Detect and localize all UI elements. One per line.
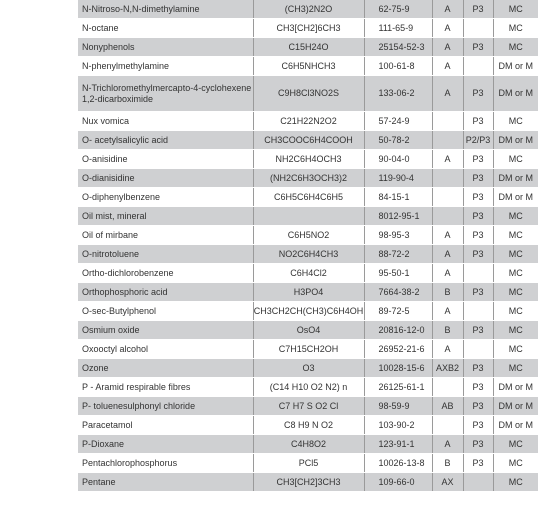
table-row xyxy=(78,112,538,131)
mask-type-cell: DM or M xyxy=(493,57,538,76)
cas-number-cell: 103-90-2 xyxy=(364,416,432,435)
mask-type-cell: DM or M xyxy=(493,169,538,188)
particle-filter-cell: P3 xyxy=(463,245,493,264)
cas-number-cell: 133-06-2 xyxy=(364,76,432,112)
substance-name-cell: N-Nitroso-N,N-dimethylamine xyxy=(78,0,253,19)
mask-type-cell: MC xyxy=(493,454,538,473)
cas-number-cell: 26125-61-1 xyxy=(364,378,432,397)
gas-filter-cell: A xyxy=(432,57,463,76)
gas-filter-cell: AB xyxy=(432,397,463,416)
substance-name-cell: P- toluenesulphonyl chloride xyxy=(78,397,253,416)
cas-number-cell: 109-66-0 xyxy=(364,473,432,492)
substance-name-cell: Pentane xyxy=(78,473,253,492)
cas-number-cell: 98-59-9 xyxy=(364,397,432,416)
table-row xyxy=(78,19,538,38)
mask-type-cell: DM or M xyxy=(493,397,538,416)
cas-number-cell: 90-04-0 xyxy=(364,150,432,169)
gas-filter-cell xyxy=(432,188,463,207)
gas-filter-cell: B xyxy=(432,454,463,473)
substance-name-cell: O-sec-Butylphenol xyxy=(78,302,253,321)
gas-filter-cell: A xyxy=(432,302,463,321)
table-row xyxy=(78,150,538,169)
gas-filter-cell: A xyxy=(432,226,463,245)
particle-filter-cell: P3 xyxy=(463,169,493,188)
particle-filter-cell: P3 xyxy=(463,416,493,435)
table-row xyxy=(78,76,538,112)
substance-name-cell: N-phenylmethylamine xyxy=(78,57,253,76)
gas-filter-cell: A xyxy=(432,264,463,283)
particle-filter-cell: P3 xyxy=(463,207,493,226)
mask-type-cell: MC xyxy=(493,340,538,359)
mask-type-cell: MC xyxy=(493,283,538,302)
formula-cell: CH3CH2CH(CH3)C6H4OH xyxy=(253,302,364,321)
particle-filter-cell: P3 xyxy=(463,76,493,112)
mask-type-cell: DM or M xyxy=(493,188,538,207)
cas-number-cell: 88-72-2 xyxy=(364,245,432,264)
cas-number-cell: 100-61-8 xyxy=(364,57,432,76)
table-body xyxy=(78,0,538,492)
mask-type-cell: MC xyxy=(493,38,538,57)
gas-filter-cell: AXB2 xyxy=(432,359,463,378)
cas-number-cell: 89-72-5 xyxy=(364,302,432,321)
substance-name-cell: Ozone xyxy=(78,359,253,378)
mask-type-cell: MC xyxy=(493,435,538,454)
formula-cell: H3PO4 xyxy=(253,283,364,302)
table-row xyxy=(78,188,538,207)
formula-cell: (C14 H10 O2 N2) n xyxy=(253,378,364,397)
formula-cell: C6H4Cl2 xyxy=(253,264,364,283)
substance-name-cell: Oxooctyl alcohol xyxy=(78,340,253,359)
substance-name-cell: O-dianisidine xyxy=(78,169,253,188)
particle-filter-cell: P3 xyxy=(463,397,493,416)
substance-name-cell: Pentachlorophosphorus xyxy=(78,454,253,473)
gas-filter-cell: A xyxy=(432,38,463,57)
formula-cell: NO2C6H4CH3 xyxy=(253,245,364,264)
particle-filter-cell: P3 xyxy=(463,435,493,454)
formula-cell: C9H8Cl3NO2S xyxy=(253,76,364,112)
mask-type-cell: DM or M xyxy=(493,416,538,435)
formula-cell: O3 xyxy=(253,359,364,378)
formula-cell: C15H24O xyxy=(253,38,364,57)
table-row xyxy=(78,473,538,492)
formula-cell: CH3COOC6H4COOH xyxy=(253,131,364,150)
particle-filter-cell xyxy=(463,473,493,492)
table-row xyxy=(78,302,538,321)
table-row xyxy=(78,226,538,245)
chemical-table xyxy=(78,0,538,492)
gas-filter-cell: A xyxy=(432,340,463,359)
formula-cell: CH3[CH2]3CH3 xyxy=(253,473,364,492)
particle-filter-cell: P3 xyxy=(463,321,493,340)
formula-cell: PCl5 xyxy=(253,454,364,473)
substance-name-cell: Nonyphenols xyxy=(78,38,253,57)
table-row xyxy=(78,378,538,397)
formula-cell: C6H5NHCH3 xyxy=(253,57,364,76)
mask-type-cell: DM or M xyxy=(493,378,538,397)
gas-filter-cell: B xyxy=(432,283,463,302)
table-row xyxy=(78,38,538,57)
table-row xyxy=(78,245,538,264)
table-row xyxy=(78,359,538,378)
particle-filter-cell xyxy=(463,340,493,359)
table-row xyxy=(78,416,538,435)
mask-type-cell: MC xyxy=(493,302,538,321)
gas-filter-cell: A xyxy=(432,435,463,454)
particle-filter-cell: P3 xyxy=(463,359,493,378)
substance-name-cell: Orthophosphoric acid xyxy=(78,283,253,302)
particle-filter-cell: P3 xyxy=(463,188,493,207)
mask-type-cell: MC xyxy=(493,150,538,169)
particle-filter-cell: P3 xyxy=(463,283,493,302)
mask-type-cell: DM or M xyxy=(493,131,538,150)
mask-type-cell: MC xyxy=(493,112,538,131)
cas-number-cell: 10028-15-6 xyxy=(364,359,432,378)
formula-cell: C7H15CH2OH xyxy=(253,340,364,359)
table-row xyxy=(78,169,538,188)
cas-number-cell: 95-50-1 xyxy=(364,264,432,283)
substance-name-cell: P-Dioxane xyxy=(78,435,253,454)
substance-name-cell: Osmium oxide xyxy=(78,321,253,340)
substance-name-cell: O-nitrotoluene xyxy=(78,245,253,264)
mask-type-cell: MC xyxy=(493,245,538,264)
table-row xyxy=(78,454,538,473)
formula-cell: (CH3)2N2O xyxy=(253,0,364,19)
substance-name-cell: N-octane xyxy=(78,19,253,38)
particle-filter-cell: P2/P3 xyxy=(463,131,493,150)
table-row xyxy=(78,397,538,416)
substance-name-cell: Nux vomica xyxy=(78,112,253,131)
substance-name-cell: O-anisidine xyxy=(78,150,253,169)
particle-filter-cell: P3 xyxy=(463,38,493,57)
cas-number-cell: 98-95-3 xyxy=(364,226,432,245)
table-row xyxy=(78,435,538,454)
substance-name-cell: Ortho-dichlorobenzene xyxy=(78,264,253,283)
formula-cell: C8 H9 N O2 xyxy=(253,416,364,435)
table-row xyxy=(78,321,538,340)
cas-number-cell: 8012-95-1 xyxy=(364,207,432,226)
gas-filter-cell xyxy=(432,378,463,397)
particle-filter-cell xyxy=(463,57,493,76)
table-row xyxy=(78,207,538,226)
substance-name-cell: O- acetylsalicylic acid xyxy=(78,131,253,150)
particle-filter-cell: P3 xyxy=(463,150,493,169)
gas-filter-cell xyxy=(432,207,463,226)
mask-type-cell: MC xyxy=(493,473,538,492)
formula-cell: CH3[CH2]6CH3 xyxy=(253,19,364,38)
cas-number-cell: 111-65-9 xyxy=(364,19,432,38)
gas-filter-cell: A xyxy=(432,150,463,169)
gas-filter-cell: A xyxy=(432,19,463,38)
particle-filter-cell xyxy=(463,264,493,283)
mask-type-cell: MC xyxy=(493,264,538,283)
substance-name-cell: Oil mist, mineral xyxy=(78,207,253,226)
mask-type-cell: DM or M xyxy=(493,76,538,112)
particle-filter-cell xyxy=(463,302,493,321)
cas-number-cell: 26952-21-6 xyxy=(364,340,432,359)
particle-filter-cell: P3 xyxy=(463,226,493,245)
table-row xyxy=(78,131,538,150)
particle-filter-cell: P3 xyxy=(463,454,493,473)
cas-number-cell: 84-15-1 xyxy=(364,188,432,207)
gas-filter-cell xyxy=(432,131,463,150)
formula-cell: C6H5NO2 xyxy=(253,226,364,245)
cas-number-cell: 25154-52-3 xyxy=(364,38,432,57)
gas-filter-cell: A xyxy=(432,245,463,264)
formula-cell: C4H8O2 xyxy=(253,435,364,454)
particle-filter-cell: P3 xyxy=(463,0,493,19)
substance-name-cell: N-Trichloromethylmercapto-4-cyclohexene 1,2-dicarboximide xyxy=(78,76,253,112)
table-row xyxy=(78,340,538,359)
mask-type-cell: MC xyxy=(493,19,538,38)
gas-filter-cell xyxy=(432,112,463,131)
formula-cell: NH2C6H4OCH3 xyxy=(253,150,364,169)
cas-number-cell: 62-75-9 xyxy=(364,0,432,19)
gas-filter-cell: B xyxy=(432,321,463,340)
substance-name-cell: O-diphenylbenzene xyxy=(78,188,253,207)
cas-number-cell: 7664-38-2 xyxy=(364,283,432,302)
mask-type-cell: MC xyxy=(493,321,538,340)
table-row xyxy=(78,264,538,283)
cas-number-cell: 20816-12-0 xyxy=(364,321,432,340)
gas-filter-cell xyxy=(432,416,463,435)
particle-filter-cell: P3 xyxy=(463,378,493,397)
substance-name-cell: P - Aramid respirable fibres xyxy=(78,378,253,397)
formula-cell: C21H22N2O2 xyxy=(253,112,364,131)
mask-type-cell: MC xyxy=(493,207,538,226)
gas-filter-cell: AX xyxy=(432,473,463,492)
gas-filter-cell: A xyxy=(432,0,463,19)
cas-number-cell: 50-78-2 xyxy=(364,131,432,150)
particle-filter-cell: P3 xyxy=(463,112,493,131)
table-row xyxy=(78,57,538,76)
substance-name-cell: Oil of mirbane xyxy=(78,226,253,245)
cas-number-cell: 119-90-4 xyxy=(364,169,432,188)
mask-type-cell: MC xyxy=(493,359,538,378)
formula-cell: OsO4 xyxy=(253,321,364,340)
gas-filter-cell xyxy=(432,169,463,188)
table-row xyxy=(78,283,538,302)
mask-type-cell: MC xyxy=(493,226,538,245)
cas-number-cell: 123-91-1 xyxy=(364,435,432,454)
formula-cell: (NH2C6H3OCH3)2 xyxy=(253,169,364,188)
cas-number-cell: 10026-13-8 xyxy=(364,454,432,473)
formula-cell: C7 H7 S O2 Cl xyxy=(253,397,364,416)
mask-type-cell: MC xyxy=(493,0,538,19)
cas-number-cell: 57-24-9 xyxy=(364,112,432,131)
gas-filter-cell: A xyxy=(432,76,463,112)
formula-cell xyxy=(253,207,364,226)
substance-name-cell: Paracetamol xyxy=(78,416,253,435)
particle-filter-cell xyxy=(463,19,493,38)
table-row xyxy=(78,0,538,19)
formula-cell: C6H5C6H4C6H5 xyxy=(253,188,364,207)
